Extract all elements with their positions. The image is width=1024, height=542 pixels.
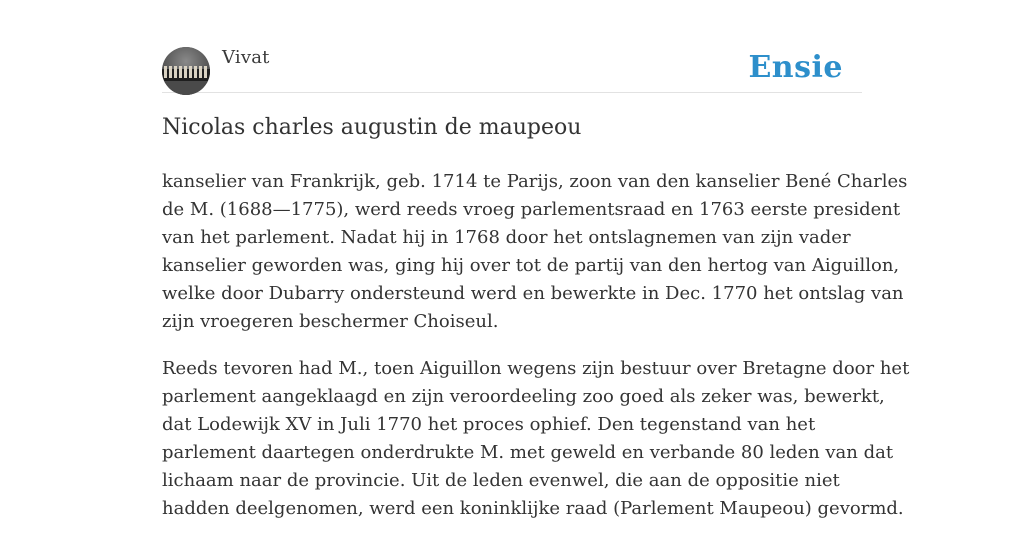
paragraph-2 [162,355,910,523]
typewriter-keys-avatar-icon [162,47,210,95]
text-line: hadden deelgenomen, werd een koninklijke raad (Parlement Maupeou) gevormd. [162,498,904,519]
text-line: kanselier van Frankrijk, geb. 1714 te Parijs, zoon van den kanselier Bené Charles [162,171,908,192]
author-avatar[interactable] [162,47,210,95]
paragraph-1 [162,168,908,336]
text-line: welke door Dubarry ondersteund werd en bewerkte in Dec. 1770 het ontslag van [162,283,904,304]
header [162,0,862,93]
text-line: parlement aangeklaagd en zijn veroordeeling zoo goed als zeker was, bewerkt, [162,386,885,407]
text-line: lichaam naar de provincie. Uit de leden evenwel, die aan de oppositie niet [162,470,840,491]
text-line: van het parlement. Nadat hij in 1768 door het ontslagnemen van zijn vader [162,227,851,248]
text-line: dat Lodewijk XV in Juli 1770 het proces ophief. Den tegenstand van het [162,414,816,435]
article-body [162,168,910,542]
page-title: Nicolas charles augustin de maupeou [162,115,582,140]
text-line: Reeds tevoren had M., toen Aiguillon wegens zijn bestuur over Bretagne door het [162,358,910,379]
brand-logo[interactable]: Ensie [748,50,843,85]
text-line: de M. (1688—1775), werd reeds vroeg parlementsraad en 1763 eerste president [162,199,901,220]
author-name[interactable]: Vivat [222,47,270,68]
text-line: parlement daartegen onderdrukte M. met geweld en verbande 80 leden van dat [162,442,894,463]
text-line: zijn vroegeren beschermer Choiseul. [162,311,499,332]
text-line: kanselier geworden was, ging hij over tot de partij van den hertog van Aiguillon, [162,255,900,276]
page [162,0,910,519]
